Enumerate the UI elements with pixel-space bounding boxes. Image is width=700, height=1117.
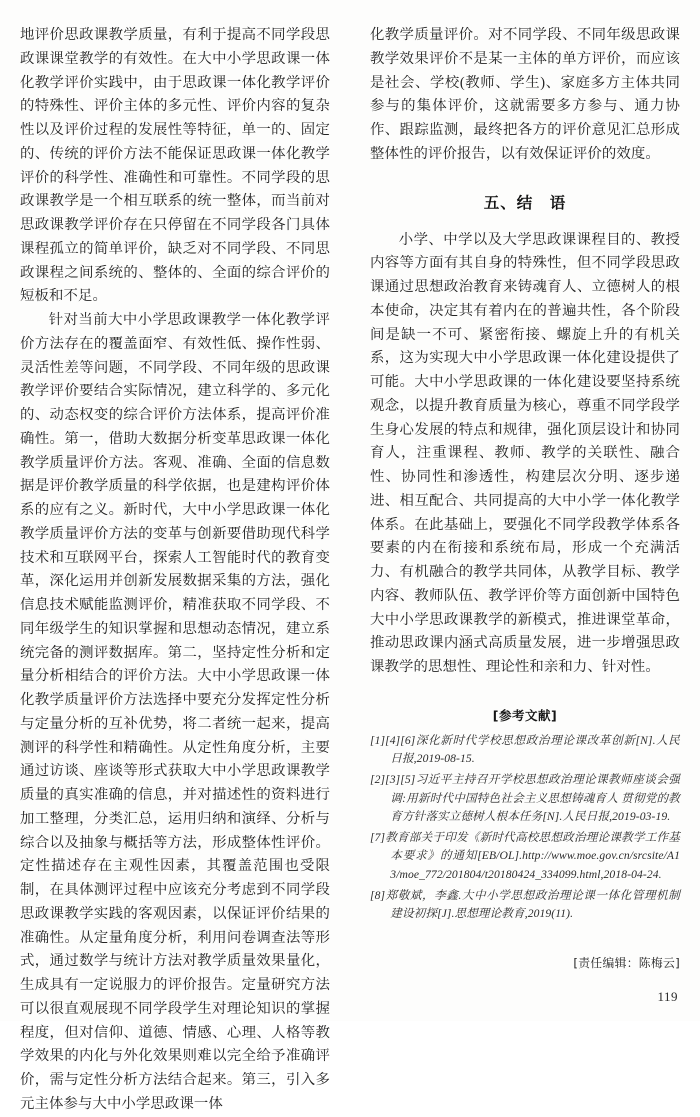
paragraph-evaluation-methods: 针对当前大中小学思政课教学一体化教学评价方法存在的覆盖面窄、有效性低、操作性弱、灵活性差等问题，不同学段、不同年级的思政课教学评价要结合实际情况，建立科学的、多元化的、动态权变的综合评价方法体系，提高评价准确性。第一，借助大数据分析变革思政课一体化教学质量评价方法。客观、准确、全面的信息数据是评价教学质量的科学依据，也是建构评价体系的应有之义。新时代，大中小学思政课一体化教学质量评价方法的变革与创新要借助现代科学技术和互联网平台，探索人工智能时代的教育变革，深化运用并创新发展数据采集的方法，强化信息技术赋能监测评价，精准获取不同学段、不同年级学生的知识掌握和思想动态情况，建立系统完备的测评数据库。第二，坚持定性分析和定量分析相结合的评价方法。大中小学思政课一体化教学质量评价方法选择中要充分发挥定性分析与定量分析的互补优势，将二者统一起来，提高测评的科学性和精确性。从定性角度分析，主要通过访谈、座谈等形式获取大中小学思政课教学质量的真实准确的信息，并对描述性的资料进行加工整理，分类汇总，运用归纳和演绎、分析与综合以及抽象与概括等方法，形成整体性评价。定性描述存在主观性因素，其覆盖范围也受限制，在具体测评过程中应该充分考虑到不同学段思政课教学实践的客观因素，以保证评价结果的准确性。从定量角度分析，利用问卷调查法等形式，通过数学与统计方法对教学质量效果量化，生成具有一定说服力的评价报告。定量研究方法可以很直观展现不同学段学生对理论知识的掌握程度，但对信仰、道德、情感、心理、人格等教学效果的内化与外化效果则难以完全给予准确评价，需与定性分析方法结合起来。第三，引入多元主体参与大中小学思政课一体 — [20, 312, 330, 1112]
paragraph-conclusion: 小学、中学以及大学思政课课程目的、教授内容等方面有其自身的特殊性，但不同学段思政课通过思想政治教育来铸魂育人、立德树人的根本使命，决定其有着内在的普遍共性，各个阶段间是缺一不可、紧密衔接、螺旋上升的有机关系，这为实现大中小学思政课一体化建设提供了可能。大中小学思政课的一体化建设要坚持系统观念，以提升教育质量为核心，尊重不同学段学生身心发展的特点和规律，强化顶层设计和协同育人，注重课程、教师、教学的关联性、融合性、协同性和渗透性，构建层次分明、逐步递进、相互配合、共同提高的大中小学一体化教学体系。在此基础上，要强化不同学段教学体系各要素的内在衔接和系统布局，形成一个充满活力、有机融合的教学共同体，从教学目标、教学内容、教师队伍、教学评价等方面创新中国特色大中小学思政课教学的新模式，推进课堂革命，推动思政课内涵式高质量发展，进一步增强思政课教学的思想性、理论性和亲和力、针对性。 — [370, 231, 680, 675]
reference-item: [7]教育部关于印发《新时代高校思想政治理论课教学工作基本要求》的通知[EB/OL].http://www.moe.gov.cn/srcsite/A13/moe_772/201804/t20180424_334099.html,2018-04-24. — [370, 830, 680, 881]
right-column — [370, 24, 680, 1021]
references-heading: [参考文献] — [492, 707, 558, 723]
reference-item: [2][3][5]习近平主持召开学校思想政治理论课教师座谈会强调:用新时代中国特色社会主义思想铸魂育人 贯彻党的教育方针落实立德树人根本任务[N].人民日报,2019-03-19. — [370, 772, 680, 824]
reference-item: [1][4][6]深化新时代学校思想政治理论课改革创新[N].人民日报,2019-08-15. — [370, 733, 680, 766]
left-column — [20, 24, 330, 1112]
section-heading-conclusion: 五、结 语 — [483, 193, 567, 212]
reference-item: [8]郑敬斌，李鑫.大中小学思想政治理论课一体化管理机制建设初探[J].思想理论教育,2019(11). — [370, 888, 680, 921]
page-number: 119 — [657, 989, 678, 1004]
references-block — [370, 706, 680, 924]
editor-credit: [责任编辑：陈梅云] — [573, 955, 680, 970]
paragraph-continuation-right: 化教学质量评价。对不同学段、不同年级思政课教学效果评价不是某一主体的单方评价，而应该是社会、学校(教师、学生)、家庭多方主体共同参与的集体评价，这就需要多方参与、通力协作、跟踪监测，最终把各方的评价意见汇总形成整体性的评价报告，以有效保证评价的效度。 — [370, 27, 680, 162]
paragraph-continuation-left: 地评价思政课教学质量，有利于提高不同学段思政课课堂教学的有效性。在大中小学思政课一体化教学评价实践中，由于思政课一体化教学评价的特殊性、评价主体的多元性、评价内容的复杂性以及评价过程的发展性等特征，单一的、固定的、传统的评价方法不能保证思政课一体化教学评价的科学性、准确性和可靠性。不同学段的思政课教学是一个相互联系的统一整体，而当前对思政课教学评价存在只停留在不同学段各门具体课程孤立的简单评价，缺乏对不同学段、不同思政课程之间系统的、整体的、全面的综合评价的短板和不足。 — [20, 27, 330, 305]
